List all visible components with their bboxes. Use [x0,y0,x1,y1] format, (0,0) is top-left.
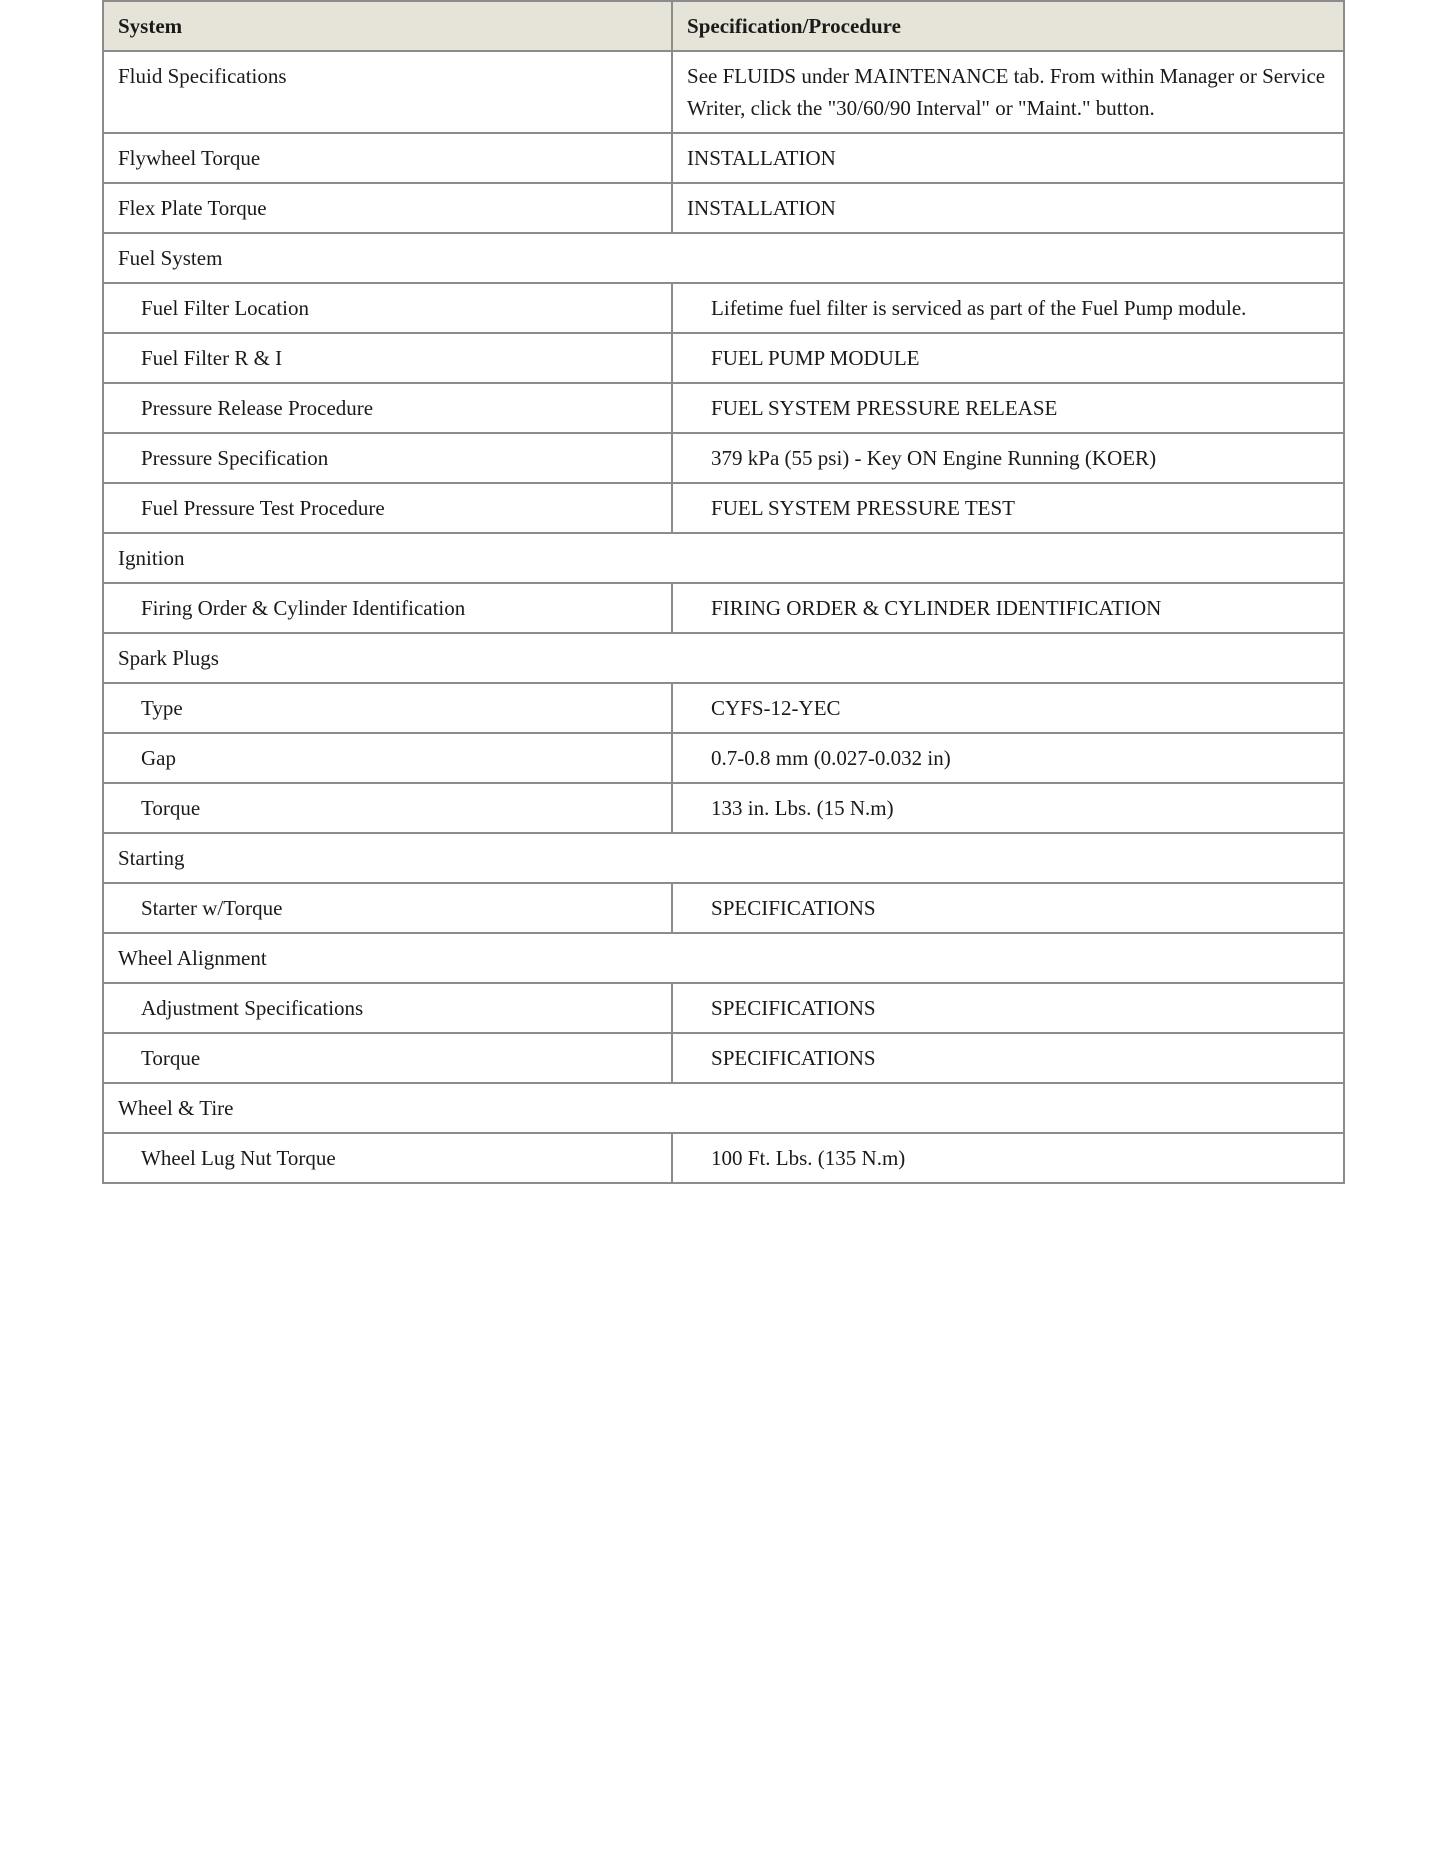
spec-cell: 100 Ft. Lbs. (135 N.m) [672,1133,1344,1183]
section-heading: Starting [103,833,1344,883]
section-heading: Fuel System [103,233,1344,283]
system-cell: Adjustment Specifications [103,983,672,1033]
table-row [103,51,1344,133]
spec-cell: INSTALLATION [672,183,1344,233]
spec-cell: SPECIFICATIONS [672,1033,1344,1083]
table-row [103,883,1344,933]
spec-cell: SPECIFICATIONS [672,983,1344,1033]
system-cell: Firing Order & Cylinder Identification [103,583,672,633]
spec-cell: Lifetime fuel filter is serviced as part of the Fuel Pump module. [672,283,1344,333]
system-cell: Starter w/Torque [103,883,672,933]
system-cell: Flex Plate Torque [103,183,672,233]
section-row [103,833,1344,883]
section-heading: Wheel Alignment [103,933,1344,983]
system-cell: Torque [103,1033,672,1083]
header-spec: Specification/Procedure [672,1,1344,51]
table-row [103,733,1344,783]
table-row [103,683,1344,733]
specification-table [102,0,1345,1184]
system-cell: Gap [103,733,672,783]
spec-cell: SPECIFICATIONS [672,883,1344,933]
table-header [103,1,1344,51]
system-cell: Torque [103,783,672,833]
system-cell: Type [103,683,672,733]
table-row [103,283,1344,333]
table-row [103,983,1344,1033]
table-row [103,333,1344,383]
spec-cell: See FLUIDS under MAINTENANCE tab. From within Manager or Service Writer, click the "30/60/90 Interval" or "Maint." button. [672,51,1344,133]
spec-cell: FIRING ORDER & CYLINDER IDENTIFICATION [672,583,1344,633]
table-row [103,1133,1344,1183]
table-row [103,1033,1344,1083]
system-cell: Pressure Release Procedure [103,383,672,433]
spec-cell: 379 kPa (55 psi) - Key ON Engine Running (KOER) [672,433,1344,483]
system-cell: Fuel Filter Location [103,283,672,333]
section-row [103,633,1344,683]
spec-cell: CYFS-12-YEC [672,683,1344,733]
section-heading: Wheel & Tire [103,1083,1344,1133]
spec-cell: FUEL SYSTEM PRESSURE RELEASE [672,383,1344,433]
system-cell: Fuel Pressure Test Procedure [103,483,672,533]
system-cell: Fluid Specifications [103,51,672,133]
system-cell: Flywheel Torque [103,133,672,183]
table-row [103,383,1344,433]
section-heading: Spark Plugs [103,633,1344,683]
system-cell: Fuel Filter R & I [103,333,672,383]
spec-cell: INSTALLATION [672,133,1344,183]
table-row [103,483,1344,533]
header-system: System [103,1,672,51]
table-row [103,433,1344,483]
spec-cell: 133 in. Lbs. (15 N.m) [672,783,1344,833]
table-row [103,133,1344,183]
system-cell: Pressure Specification [103,433,672,483]
spec-cell: 0.7-0.8 mm (0.027-0.032 in) [672,733,1344,783]
section-row [103,533,1344,583]
table-row [103,183,1344,233]
spec-cell: FUEL PUMP MODULE [672,333,1344,383]
table-body [103,51,1344,1183]
section-row [103,1083,1344,1133]
section-heading: Ignition [103,533,1344,583]
system-cell: Wheel Lug Nut Torque [103,1133,672,1183]
header-row [103,1,1344,51]
section-row [103,233,1344,283]
spec-cell: FUEL SYSTEM PRESSURE TEST [672,483,1344,533]
table-row [103,783,1344,833]
table-row [103,583,1344,633]
section-row [103,933,1344,983]
